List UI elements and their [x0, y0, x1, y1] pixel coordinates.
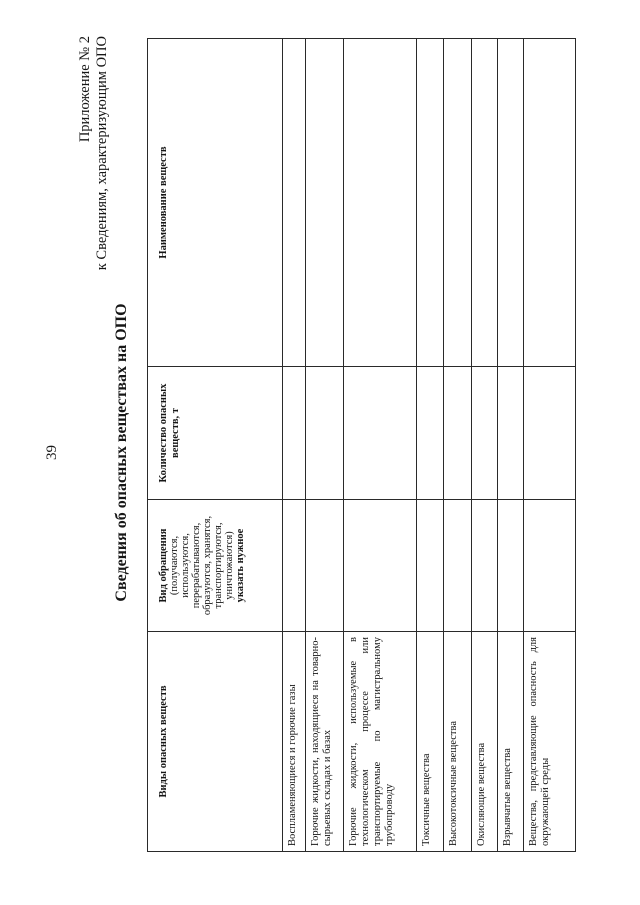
row-quantity-cell	[306, 367, 344, 500]
row-substance-name-cell	[444, 39, 472, 367]
header-handling-mode-hint: указать нужное	[235, 528, 246, 603]
table-row	[444, 39, 472, 852]
row-quantity-cell	[283, 367, 306, 500]
row-substance-name-cell	[472, 39, 498, 367]
row-handling-mode-cell	[344, 500, 417, 632]
row-substance-type: Высокотоксичные вещества	[444, 632, 472, 852]
row-quantity-cell	[444, 367, 472, 500]
document-title: Сведения об опасных веществах на ОПО	[113, 303, 130, 602]
row-substance-name-cell	[283, 39, 306, 367]
header-handling-mode-title: Вид обращения	[158, 528, 169, 603]
row-substance-type: Горючие жидкости, находящиеся на товарно-сырьевых складах и базах	[306, 632, 344, 852]
row-substance-name-cell	[306, 39, 344, 367]
page-number: 39	[44, 445, 60, 460]
row-handling-mode-cell	[283, 500, 306, 632]
row-quantity-cell	[498, 367, 524, 500]
row-substance-name-cell	[498, 39, 524, 367]
table-row	[498, 39, 524, 852]
header-quantity: Количество опасных веществ, т	[148, 367, 283, 500]
appendix-reference	[77, 36, 111, 376]
row-handling-mode-cell	[472, 500, 498, 632]
row-quantity-cell	[344, 367, 417, 500]
header-substance-types: Виды опасных веществ	[148, 632, 283, 852]
header-handling-mode-detail: (получаются, используются, перерабатываются, образуются, хранятся, транспортируются, уничтожаются)	[169, 515, 235, 616]
header-substance-names: Наименование веществ	[148, 39, 283, 367]
row-handling-mode-cell	[444, 500, 472, 632]
row-substance-name-cell	[417, 39, 444, 367]
hazardous-substances-table	[147, 38, 576, 852]
appendix-number: Приложение № 2	[77, 36, 93, 143]
row-substance-type: Горючие жидкости, используемые в технологическом процессе или транспортируемые по магистральному трубопроводу	[344, 632, 417, 852]
row-substance-type: Взрывчатые вещества	[498, 632, 524, 852]
row-quantity-cell	[524, 367, 576, 500]
row-substance-type: Токсичные вещества	[417, 632, 444, 852]
table-header-row	[148, 39, 283, 852]
row-substance-name-cell	[524, 39, 576, 367]
row-handling-mode-cell	[417, 500, 444, 632]
table-row	[283, 39, 306, 852]
table-row	[344, 39, 417, 852]
row-substance-type: Воспламеняющиеся и горючие газы	[283, 632, 306, 852]
row-handling-mode-cell	[524, 500, 576, 632]
appendix-subtitle: к Сведениям, характеризующим ОПО	[94, 36, 110, 271]
table-row	[524, 39, 576, 852]
row-handling-mode-cell	[498, 500, 524, 632]
header-handling-mode	[148, 500, 283, 632]
row-handling-mode-cell	[306, 500, 344, 632]
row-substance-type: Окисляющие вещества	[472, 632, 498, 852]
table-row	[472, 39, 498, 852]
row-quantity-cell	[472, 367, 498, 500]
row-substance-name-cell	[344, 39, 417, 367]
table-row	[306, 39, 344, 852]
row-substance-type: Вещества, представляющие опасность для окружающей среды	[524, 632, 576, 852]
row-quantity-cell	[417, 367, 444, 500]
table-row	[417, 39, 444, 852]
